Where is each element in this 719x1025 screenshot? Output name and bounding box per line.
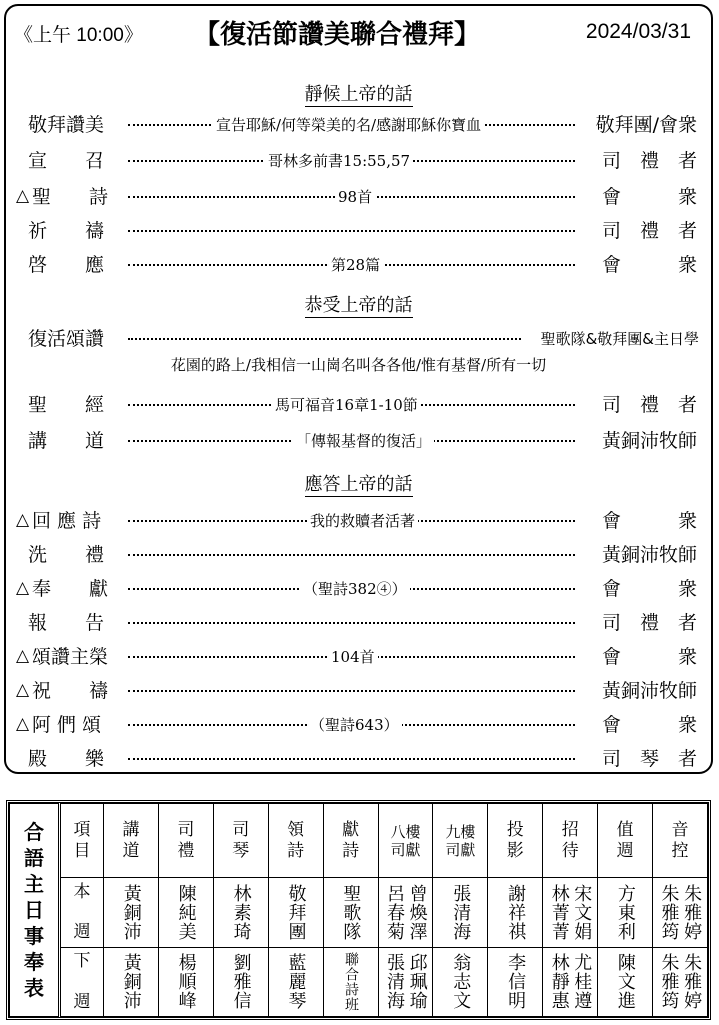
- order-label: 奉 獻: [32, 578, 109, 600]
- this-week-names: 張清海: [433, 878, 488, 948]
- role-header: 領 詩: [268, 804, 323, 878]
- order-detail: 馬可福音16章1-10節: [272, 394, 421, 415]
- next-week-names: 尤桂遵 林靜惠: [543, 947, 598, 1017]
- this-week-names: 林素琦: [213, 878, 268, 948]
- next-week-names: 藍麗琴: [268, 947, 323, 1017]
- order-leader: 司 禮 者: [601, 220, 697, 242]
- order-leader: 會 衆: [601, 578, 697, 600]
- order-label: 聖 詩: [32, 186, 109, 208]
- order-detail: 第28篇: [328, 254, 383, 275]
- order-detail: （聖詩382④）: [300, 578, 410, 599]
- this-week-names: 敬拜團: [268, 878, 323, 948]
- order-label: 復活頌讚: [28, 328, 105, 350]
- next-week-label: 下 週: [60, 947, 104, 1017]
- order-leader: 會 衆: [601, 254, 697, 276]
- order-detail: 哥林多前書15:55,57: [265, 150, 413, 171]
- order-label: 啓 應: [28, 254, 105, 276]
- this-week-names: 聖歌隊: [323, 878, 378, 948]
- order-row: [6, 426, 711, 456]
- order-leader: 聖歌隊&敬拜團&主日學: [540, 330, 699, 348]
- order-leader: 會 衆: [601, 646, 697, 668]
- order-label: 宣 召: [28, 150, 105, 172]
- worship-order-panel: [4, 4, 713, 774]
- order-row: [6, 642, 711, 672]
- section-heading-1: 靜候上帝的話: [304, 84, 413, 105]
- order-label: 講 道: [28, 430, 105, 452]
- order-row: [6, 676, 711, 706]
- order-row: [6, 574, 711, 604]
- order-row: [6, 506, 711, 536]
- order-row: [6, 390, 711, 420]
- this-week-names: 曾煥澤 呂春菊: [378, 878, 433, 948]
- this-week-names: 方東利: [598, 878, 653, 948]
- dotted-leader: [128, 690, 575, 692]
- order-leader: 司 禮 者: [601, 394, 697, 416]
- this-week-label: 本 週: [60, 878, 104, 948]
- order-leader: 司 禮 者: [601, 612, 697, 634]
- order-row: [6, 608, 711, 638]
- order-row: [6, 146, 711, 176]
- order-row: [6, 744, 711, 774]
- next-week-names: 邱珮瑜 張清海: [378, 947, 433, 1017]
- order-row: [6, 110, 711, 140]
- duty-table: [6, 800, 711, 1020]
- order-detail: （聖詩643）: [307, 714, 402, 735]
- next-week-names: 黃銅沛: [104, 947, 159, 1017]
- role-header: 司 禮: [158, 804, 213, 878]
- order-leader: 黃銅沛牧師: [601, 430, 697, 452]
- order-label: 報 告: [28, 612, 105, 634]
- role-header: 值 週: [598, 804, 653, 878]
- order-row: [6, 540, 711, 570]
- section-heading-2: 恭受上帝的話: [304, 295, 413, 316]
- order-leader: 會 衆: [601, 714, 697, 736]
- order-label: 祝 禱: [32, 680, 109, 702]
- order-label: 洗 禮: [28, 544, 105, 566]
- order-leader: 司 琴 者: [601, 748, 697, 770]
- role-header: 投 影: [488, 804, 543, 878]
- next-week-names: 翁志文: [433, 947, 488, 1017]
- section-heading-3: 應答上帝的話: [304, 474, 413, 495]
- next-week-names: 李信明: [488, 947, 543, 1017]
- role-header: 音 控: [653, 804, 708, 878]
- this-week-names: 陳純美: [158, 878, 213, 948]
- order-label: 聖 經: [28, 394, 105, 416]
- order-label: 殿 樂: [28, 748, 105, 770]
- order-detail: 我的救贖者活著: [307, 510, 418, 531]
- role-header: 獻 詩: [323, 804, 378, 878]
- this-week-names: 朱雅婷 朱雅筠: [653, 878, 708, 948]
- dotted-leader: [128, 622, 575, 624]
- order-leader: 司 禮 者: [601, 150, 697, 172]
- next-week-names: 劉雅信: [213, 947, 268, 1017]
- order-row: [6, 216, 711, 246]
- order-label: 回 應 詩: [32, 510, 102, 532]
- role-header: 八樓 司獻: [378, 804, 433, 878]
- triangle-mark: △: [16, 186, 30, 206]
- songs-line: 花園的路上/我相信一山崗名叫各各他/惟有基督/所有一切: [170, 356, 547, 374]
- order-leader: 黃銅沛牧師: [601, 544, 697, 566]
- role-header: 講 道: [104, 804, 159, 878]
- order-detail: 98首: [335, 186, 375, 207]
- next-week-names: 朱雅婷 朱雅筠: [653, 947, 708, 1017]
- triangle-mark: △: [16, 646, 30, 666]
- service-date: 2024/03/31: [585, 20, 691, 43]
- order-leader: 黃銅沛牧師: [601, 680, 697, 702]
- service-time: 《上午 10:00》: [14, 25, 143, 46]
- order-detail: 「傳報基督的復活」: [293, 430, 434, 451]
- service-title: 【復活節讚美聯合禮拜】: [194, 20, 481, 50]
- dotted-leader: [128, 338, 521, 340]
- order-row: [6, 250, 711, 280]
- triangle-mark: △: [16, 510, 30, 530]
- order-label: 頌讚主榮: [32, 646, 109, 668]
- next-week-names: 陳文進: [598, 947, 653, 1017]
- triangle-mark: △: [16, 680, 30, 700]
- this-week-names: 宋文娟 林菁菁: [543, 878, 598, 948]
- triangle-mark: △: [16, 578, 30, 598]
- triangle-mark: △: [16, 714, 30, 734]
- role-header: 司 琴: [213, 804, 268, 878]
- next-week-names: 聯合詩班: [323, 947, 378, 1017]
- item-label: 項 目: [60, 804, 104, 878]
- dotted-leader: [128, 758, 575, 760]
- order-detail: 宣告耶穌/何等榮美的名/感謝耶穌你寶血: [213, 114, 484, 135]
- order-detail: 104首: [328, 646, 378, 667]
- role-header: 招 待: [543, 804, 598, 878]
- order-row: [6, 710, 711, 740]
- order-label: 祈 禱: [28, 220, 105, 242]
- dotted-leader: [128, 554, 575, 556]
- order-leader: 會 衆: [601, 186, 697, 208]
- order-label: 敬拜讚美: [28, 114, 105, 136]
- order-leader: 敬拜團/會衆: [595, 114, 697, 136]
- next-week-names: 楊順峰: [158, 947, 213, 1017]
- order-leader: 會 衆: [601, 510, 697, 532]
- role-header: 九樓 司獻: [433, 804, 488, 878]
- order-label: 阿 們 頌: [32, 714, 102, 736]
- this-week-names: 謝祥祺: [488, 878, 543, 948]
- order-row: [6, 182, 711, 212]
- this-week-names: 黃銅沛: [104, 878, 159, 948]
- dotted-leader: [128, 230, 575, 232]
- order-row: [6, 324, 711, 354]
- duty-table-title: 合 語 主 日 事 奉 表: [10, 804, 60, 1017]
